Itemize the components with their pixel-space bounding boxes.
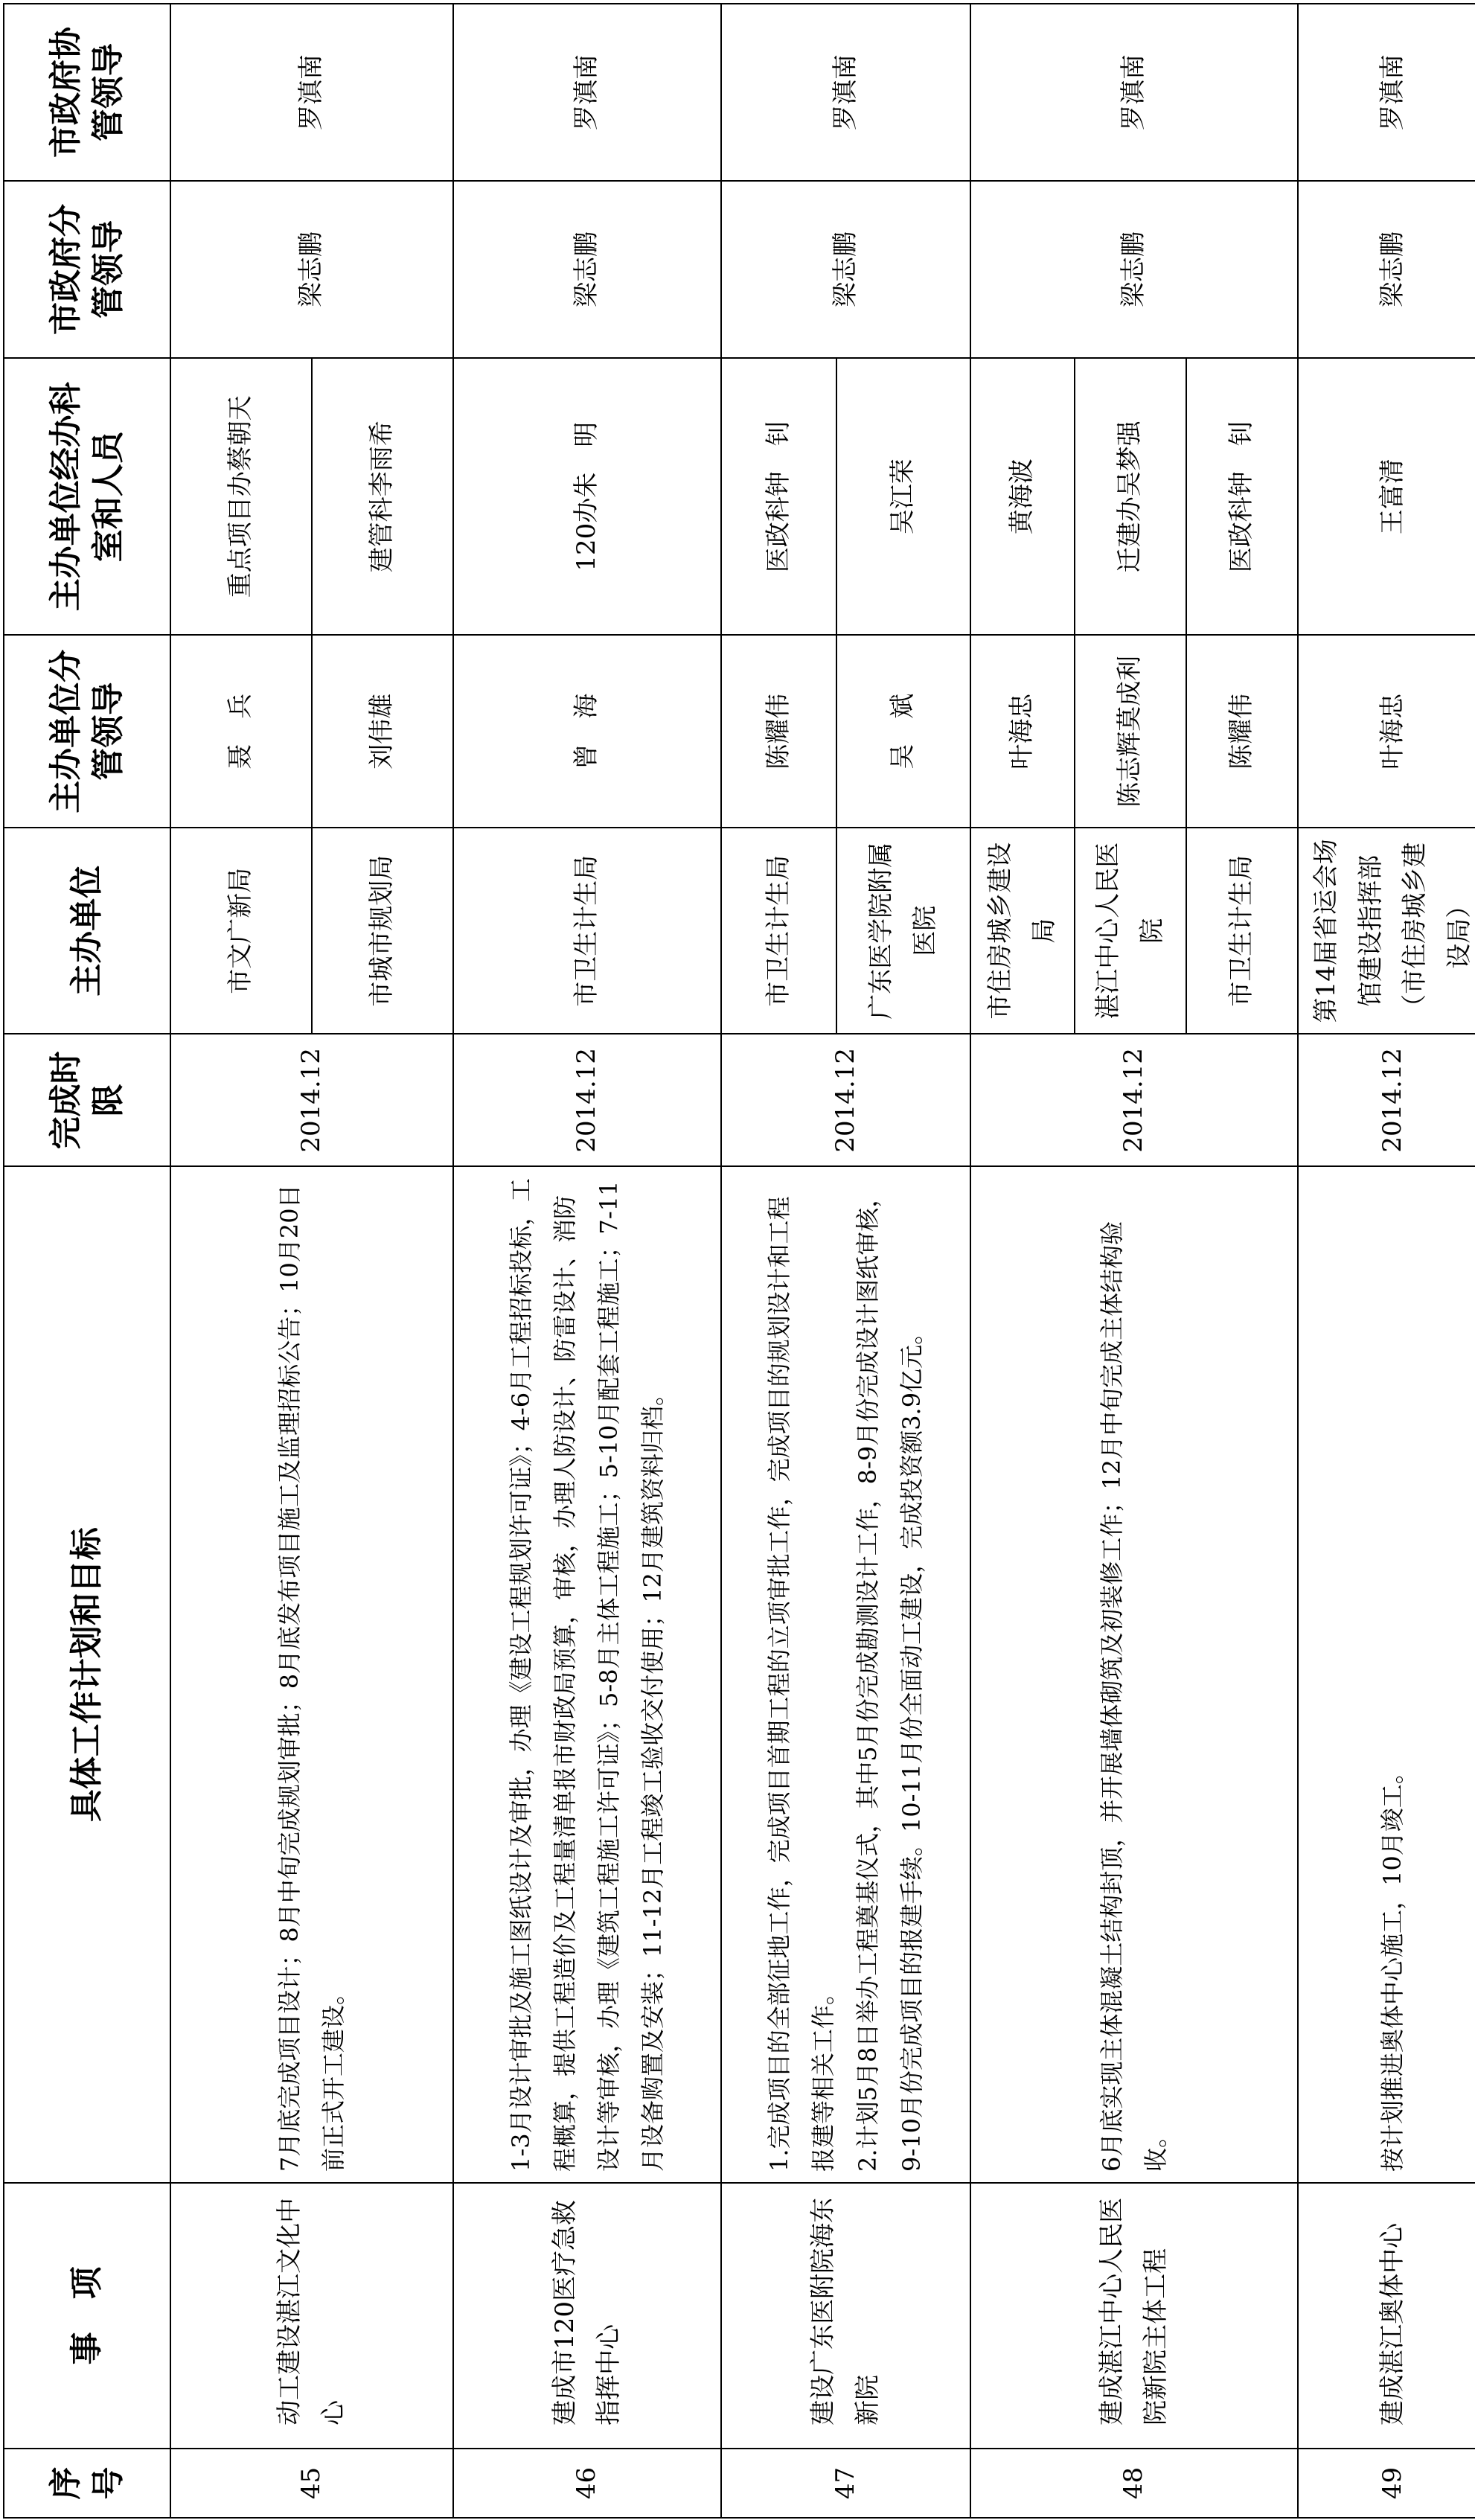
gov-leader-cell: 梁志鹏	[453, 181, 721, 358]
header-gov-leader: 市政府分管领导	[4, 181, 170, 358]
unit-leader-cell: 叶海忠	[1298, 635, 1475, 828]
gov-leader-cell: 梁志鹏	[970, 181, 1298, 358]
unit-staff-cell: 吴江荣	[836, 358, 970, 635]
deadline-cell: 2014.12	[170, 1034, 453, 1166]
unit-cell: 市卫生计生局	[721, 828, 836, 1034]
seq-cell: 49	[1298, 2449, 1475, 2518]
unit-cell: 广东医学院附属医院	[836, 828, 970, 1034]
unit-cell: 市城市规划局	[312, 828, 453, 1034]
header-row	[4, 4, 170, 2518]
unit-staff-cell: 建管科李雨希	[312, 358, 453, 635]
plan-cell: 1.完成项目的全部征地工作，完成项目首期工程的立项审批工作，完成项目的规划设计和工程报建等相关工作。 2.计划5月8日举办工程奠基仪式，其中5月份完成勘测设计工作，8-9月份完成设计图纸审核，9-10月份完成项目的报建手续。10-11月份全面动工建设，完成投资额3.9亿元。	[721, 1166, 970, 2183]
deadline-cell: 2014.12	[970, 1034, 1298, 1166]
seq-cell: 45	[170, 2449, 453, 2518]
header-deadline: 完成时限	[4, 1034, 170, 1166]
seq-cell: 47	[721, 2449, 970, 2518]
gov-assist-cell: 罗滇南	[453, 4, 721, 181]
deadline-cell: 2014.12	[721, 1034, 970, 1166]
item-cell: 动工建设湛江文化中心	[170, 2183, 453, 2449]
unit-leader-cell: 叶海忠	[970, 635, 1075, 828]
unit-leader-cell: 陈耀伟	[1186, 635, 1298, 828]
seq-cell: 48	[970, 2449, 1298, 2518]
gov-leader-cell: 梁志鹏	[1298, 181, 1475, 358]
header-item: 事 项	[4, 2183, 170, 2449]
item-cell: 建成湛江中心人民医院新院主体工程	[970, 2183, 1298, 2449]
item-cell: 建成湛江奥体中心	[1298, 2183, 1475, 2449]
unit-staff-cell: 医政科钟 钊	[721, 358, 836, 635]
gov-assist-cell: 罗滇南	[970, 4, 1298, 181]
plan-cell: 6月底实现主体混凝土结构封顶，并开展墙体砌筑及初装修工作；12月中旬完成主体结构验收。	[970, 1166, 1298, 2183]
gov-leader-cell: 梁志鹏	[170, 181, 453, 358]
unit-leader-cell: 吴 斌	[836, 635, 970, 828]
header-unit-staff: 主办单位经办科室和人员	[4, 358, 170, 635]
unit-staff-cell: 迁建办吴梦强	[1075, 358, 1186, 635]
plan-cell: 7月底完成项目设计；8月中旬完成规划审批；8月底发布项目施工及监理招标公告；10月20日前正式开工建设。	[170, 1166, 453, 2183]
unit-cell: 市卫生计生局	[453, 828, 721, 1034]
gov-assist-cell: 罗滇南	[721, 4, 970, 181]
plan-cell: 按计划推进奥体中心施工，10月竣工。	[1298, 1166, 1475, 2183]
unit-staff-cell: 王富清	[1298, 358, 1475, 635]
unit-leader-cell: 陈耀伟	[721, 635, 836, 828]
unit-staff-cell: 医政科钟 钊	[1186, 358, 1298, 635]
table-row	[721, 4, 836, 2518]
unit-leader-cell: 曾 海	[453, 635, 721, 828]
item-cell: 建设广东医附院海东新院	[721, 2183, 970, 2449]
unit-staff-cell: 黄海波	[970, 358, 1075, 635]
work-plan-table	[3, 3, 1475, 2519]
unit-staff-cell: 120办朱 明	[453, 358, 721, 635]
unit-cell: 第14届省运会场馆建设指挥部（市住房城乡建设局）	[1298, 828, 1475, 1034]
table-row	[1298, 4, 1475, 2518]
header-unit-leader: 主办单位分管领导	[4, 635, 170, 828]
deadline-cell: 2014.12	[1298, 1034, 1475, 1166]
unit-staff-cell: 重点项目办蔡朝天	[170, 358, 312, 635]
gov-assist-cell: 罗滇南	[1298, 4, 1475, 181]
unit-cell: 市文广新局	[170, 828, 312, 1034]
unit-leader-cell: 陈志辉莫成利	[1075, 635, 1186, 828]
unit-cell: 湛江中心人民医院	[1075, 828, 1186, 1034]
table-row	[453, 4, 721, 2518]
unit-leader-cell: 聂 兵	[170, 635, 312, 828]
header-seq: 序号	[4, 2449, 170, 2518]
unit-cell: 市卫生计生局	[1186, 828, 1298, 1034]
seq-cell: 46	[453, 2449, 721, 2518]
plan-cell: 1-3月设计审批及施工图纸设计及审批，办理《建设工程规划许可证》；4-6月工程招标投标，工程概算，提供工程造价及工程量清单报市财政局预算，审核，办理人防设计、防雷设计、消防设计等审核，办理《建筑工程施工许可证》；5-8月主体工程施工；5-10月配套工程施工；7-11月设备购置及安装；11-12月工程竣工验收交付使用；12月建筑资料归档。	[453, 1166, 721, 2183]
header-unit: 主办单位	[4, 828, 170, 1034]
header-gov-assist: 市政府协管领导	[4, 4, 170, 181]
table-row	[170, 4, 312, 2518]
gov-assist-cell: 罗滇南	[170, 4, 453, 181]
unit-leader-cell: 刘伟雄	[312, 635, 453, 828]
table-row	[970, 4, 1075, 2518]
header-plan: 具体工作计划和目标	[4, 1166, 170, 2183]
deadline-cell: 2014.12	[453, 1034, 721, 1166]
gov-leader-cell: 梁志鹏	[721, 181, 970, 358]
item-cell: 建成市120医疗急救指挥中心	[453, 2183, 721, 2449]
unit-cell: 市住房城乡建设局	[970, 828, 1075, 1034]
